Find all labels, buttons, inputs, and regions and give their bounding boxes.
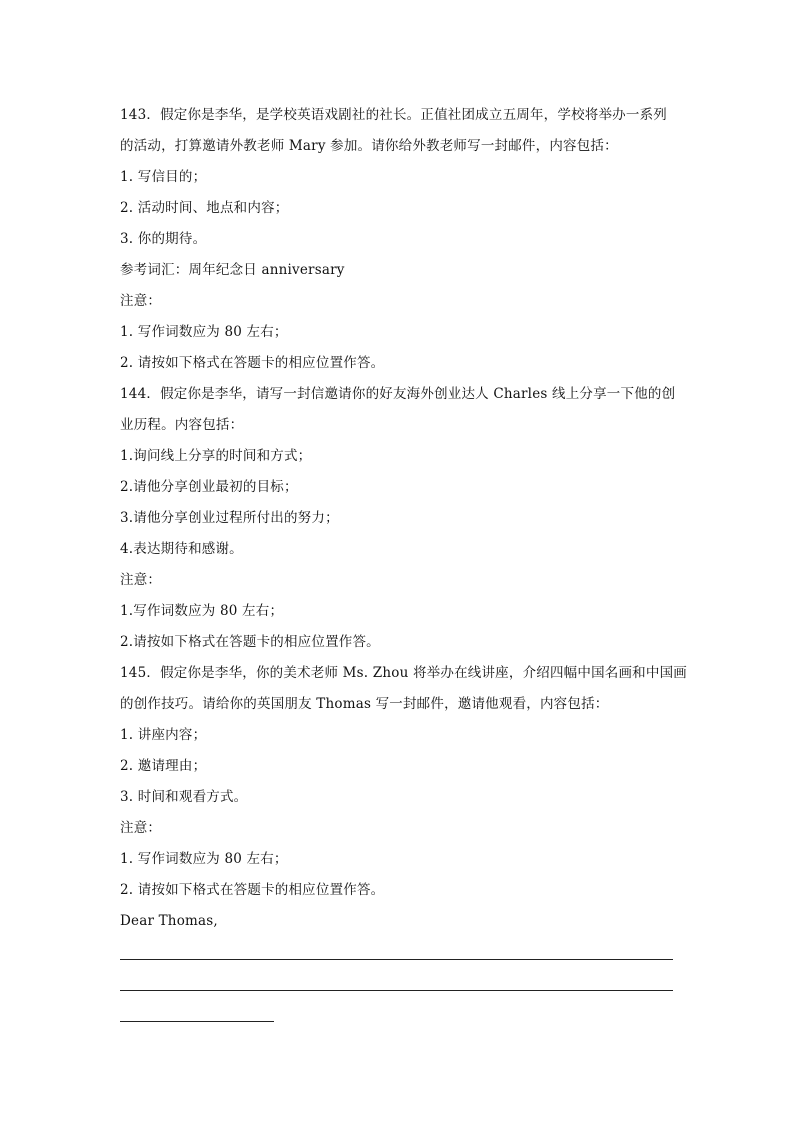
question-143-line-4: 2. 活动时间、地点和内容；: [120, 200, 289, 216]
document-page: [120, 100, 687, 1022]
question-144-line-6: 4.表达期待和感谢。: [120, 541, 243, 557]
question-143-line-6: 参考词汇：周年纪念日 anniversary: [120, 262, 345, 278]
question-144-line-8: 1.写作词数应为 80 左右；: [120, 603, 284, 619]
answer-line-2[interactable]: [120, 990, 673, 991]
question-145-line-8: 2. 请按如下格式在答题卡的相应位置作答。: [120, 882, 385, 898]
question-144: [120, 379, 676, 658]
letter-salutation: Dear Thomas,: [120, 913, 218, 929]
question-144-line-2: 业历程。内容包括：: [120, 417, 244, 433]
question-144-line-3: 1.询问线上分享的时间和方式；: [120, 448, 312, 464]
question-144-line-7: 注意：: [120, 572, 162, 588]
question-145-line-4: 2. 邀请理由；: [120, 758, 207, 774]
question-144-line-5: 3.请他分享创业过程所付出的努力；: [120, 510, 339, 526]
answer-line-3[interactable]: [120, 1021, 274, 1022]
question-145-line-1: 145．假定你是李华，你的美术老师 Ms. Zhou 将举办在线讲座，介绍四幅中国名画和中国画: [120, 665, 687, 681]
answer-line-1[interactable]: [120, 959, 673, 960]
question-145-line-5: 3. 时间和观看方式。: [120, 789, 248, 805]
question-143-line-7: 注意：: [120, 293, 162, 309]
question-144-line-1: 144．假定你是李华，请写一封信邀请你的好友海外创业达人 Charles 线上分享一下他的创: [120, 386, 676, 402]
question-143-line-9: 2. 请按如下格式在答题卡的相应位置作答。: [120, 355, 385, 371]
question-145-line-2: 的创作技巧。请给你的英国朋友 Thomas 写一封邮件，邀请他观看，内容包括：: [120, 696, 609, 712]
question-144-line-4: 2.请他分享创业最初的目标；: [120, 479, 298, 495]
question-145: [120, 658, 687, 1022]
question-143-line-3: 1. 写信目的；: [120, 169, 207, 185]
question-145-line-3: 1. 讲座内容；: [120, 727, 207, 743]
question-143: [120, 100, 676, 379]
question-144-line-9: 2.请按如下格式在答题卡的相应位置作答。: [120, 634, 380, 650]
question-145-line-6: 注意：: [120, 820, 162, 836]
question-143-line-8: 1. 写作词数应为 80 左右；: [120, 324, 288, 340]
question-143-line-2: 的活动，打算邀请外教老师 Mary 参加。请你给外教老师写一封邮件，内容包括：: [120, 138, 618, 154]
question-145-line-7: 1. 写作词数应为 80 左右；: [120, 851, 288, 867]
question-143-line-1: 143．假定你是李华，是学校英语戏剧社的社长。正值社团成立五周年，学校将举办一系列: [120, 107, 667, 123]
question-143-line-5: 3. 你的期待。: [120, 231, 207, 247]
